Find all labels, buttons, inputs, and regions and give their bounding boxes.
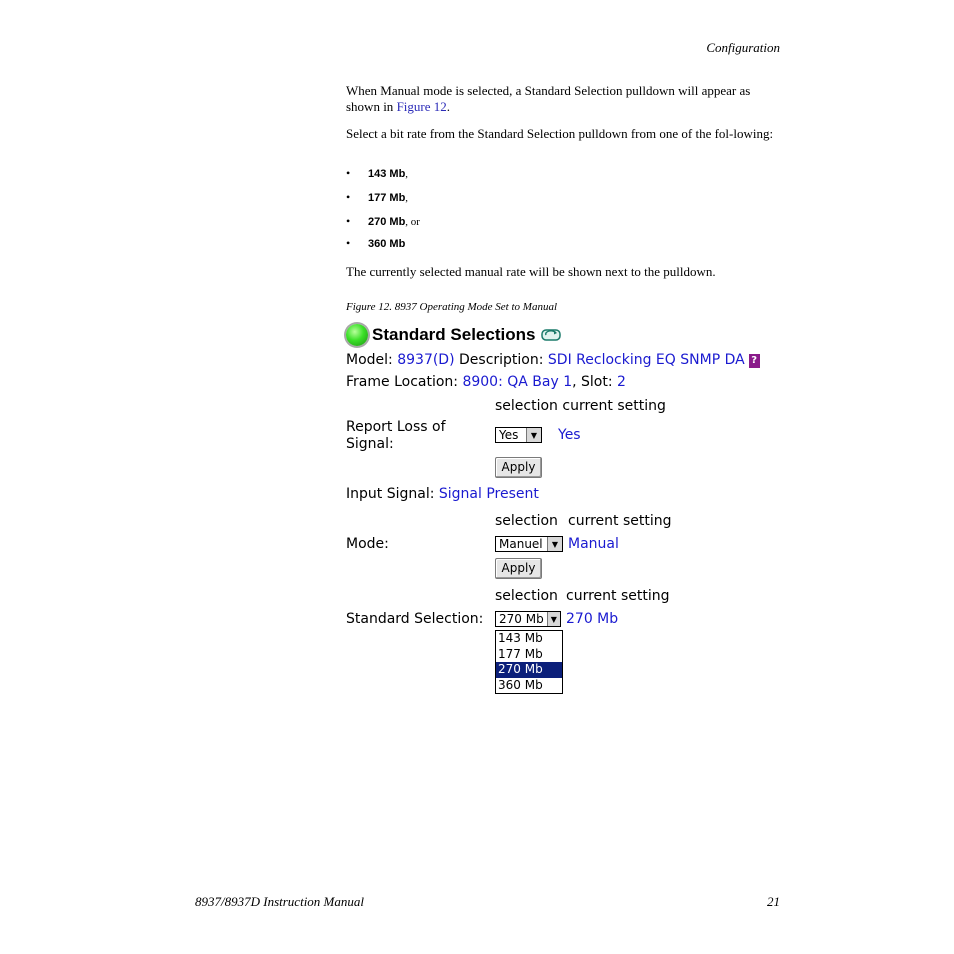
description-value: SDI Reclocking EQ SNMP DA (547, 352, 745, 368)
slot-value: 2 (617, 374, 626, 390)
bullet-item (346, 189, 408, 205)
column-header-current: current setting (568, 513, 672, 529)
figure-12-link[interactable]: Figure 12 (396, 99, 447, 114)
standard-selection-current: 270 Mb (566, 611, 619, 627)
input-signal-value: Signal Present (438, 486, 539, 502)
paragraph-select-bitrate: Select a bit rate from the Standard Selection pulldown from one of the fol-lowing: (346, 126, 774, 141)
figure-title-bar (346, 322, 561, 348)
dropdown-option[interactable]: 360 Mb (498, 677, 543, 692)
model-label: Model: (346, 352, 393, 368)
page-title: Standard Selections (372, 325, 536, 344)
select-value: Manuel (499, 537, 543, 551)
bullet-suffix: , (405, 192, 409, 204)
bullet-suffix: , or (405, 216, 420, 228)
status-ok-icon (346, 324, 368, 346)
chevron-down-icon[interactable]: ▼ (526, 428, 541, 442)
bitrate-option: 177 Mb (368, 192, 406, 204)
column-header-current: current setting (566, 588, 670, 604)
bitrate-option: 360 Mb (368, 238, 406, 250)
bullet-item (346, 235, 405, 251)
bitrate-option: 270 Mb (368, 216, 406, 228)
select-value: Yes (499, 428, 519, 442)
bullet-suffix: , (405, 168, 409, 180)
input-signal-label: Input Signal: (346, 486, 435, 502)
paragraph-current-rate: The currently selected manual rate will be shown next to the pulldown. (346, 264, 716, 279)
frame-location-line (346, 374, 626, 390)
mode-select[interactable] (495, 536, 563, 552)
column-header-selection: selection (495, 513, 558, 529)
paragraph-manual-mode (346, 83, 780, 115)
model-line (346, 352, 760, 368)
standard-selection-label: Standard Selection: (346, 611, 484, 627)
footer-manual-title: 8937/8937D Instruction Manual (195, 894, 364, 909)
mode-current: Manual (568, 536, 619, 552)
paragraph-text: . (446, 99, 451, 114)
standard-selection-select[interactable] (495, 611, 561, 627)
standard-selection-dropdown-list[interactable] (495, 630, 563, 694)
frame-location-label: Frame Location: (346, 374, 458, 390)
apply-button[interactable]: Apply (495, 457, 542, 478)
dropdown-option[interactable]: 143 Mb (498, 631, 543, 645)
bullet-icon: • (346, 166, 351, 180)
description-label: Description: (459, 352, 544, 368)
bullet-icon: • (346, 236, 351, 250)
report-loss-select[interactable] (495, 427, 542, 443)
help-icon[interactable]: ? (749, 354, 760, 368)
column-header-selection: selection (495, 588, 558, 604)
paragraph-text: When Manual mode is selected, a Standard Selection pulldown will appear as shown in (346, 83, 751, 114)
model-value: 8937(D) (397, 352, 455, 368)
input-signal-line (346, 486, 539, 502)
slot-label: , Slot: (572, 374, 613, 390)
apply-button[interactable]: Apply (495, 558, 542, 579)
mode-label: Mode: (346, 536, 389, 552)
dropdown-option[interactable]: 177 Mb (498, 646, 543, 661)
page-number: 21 (767, 894, 780, 909)
bitrate-option: 143 Mb (368, 168, 406, 180)
report-loss-current: Yes (558, 427, 581, 443)
bullet-item (346, 213, 420, 229)
frame-location-value: 8900: QA Bay 1 (462, 374, 573, 390)
bullet-item (346, 165, 408, 181)
select-value: 270 Mb (499, 612, 544, 626)
report-loss-label: Report Loss of Signal: (346, 419, 446, 452)
bullet-icon: • (346, 214, 351, 228)
column-header: selection current setting (495, 398, 666, 414)
figure-caption: Figure 12. 8937 Operating Mode Set to Manual (346, 301, 558, 313)
refresh-icon[interactable] (541, 328, 561, 342)
chevron-down-icon[interactable]: ▼ (547, 612, 560, 626)
dropdown-option-selected[interactable]: 270 Mb (496, 662, 562, 678)
bullet-icon: • (346, 190, 351, 204)
running-header: Configuration (706, 40, 780, 55)
chevron-down-icon[interactable]: ▼ (547, 537, 562, 551)
